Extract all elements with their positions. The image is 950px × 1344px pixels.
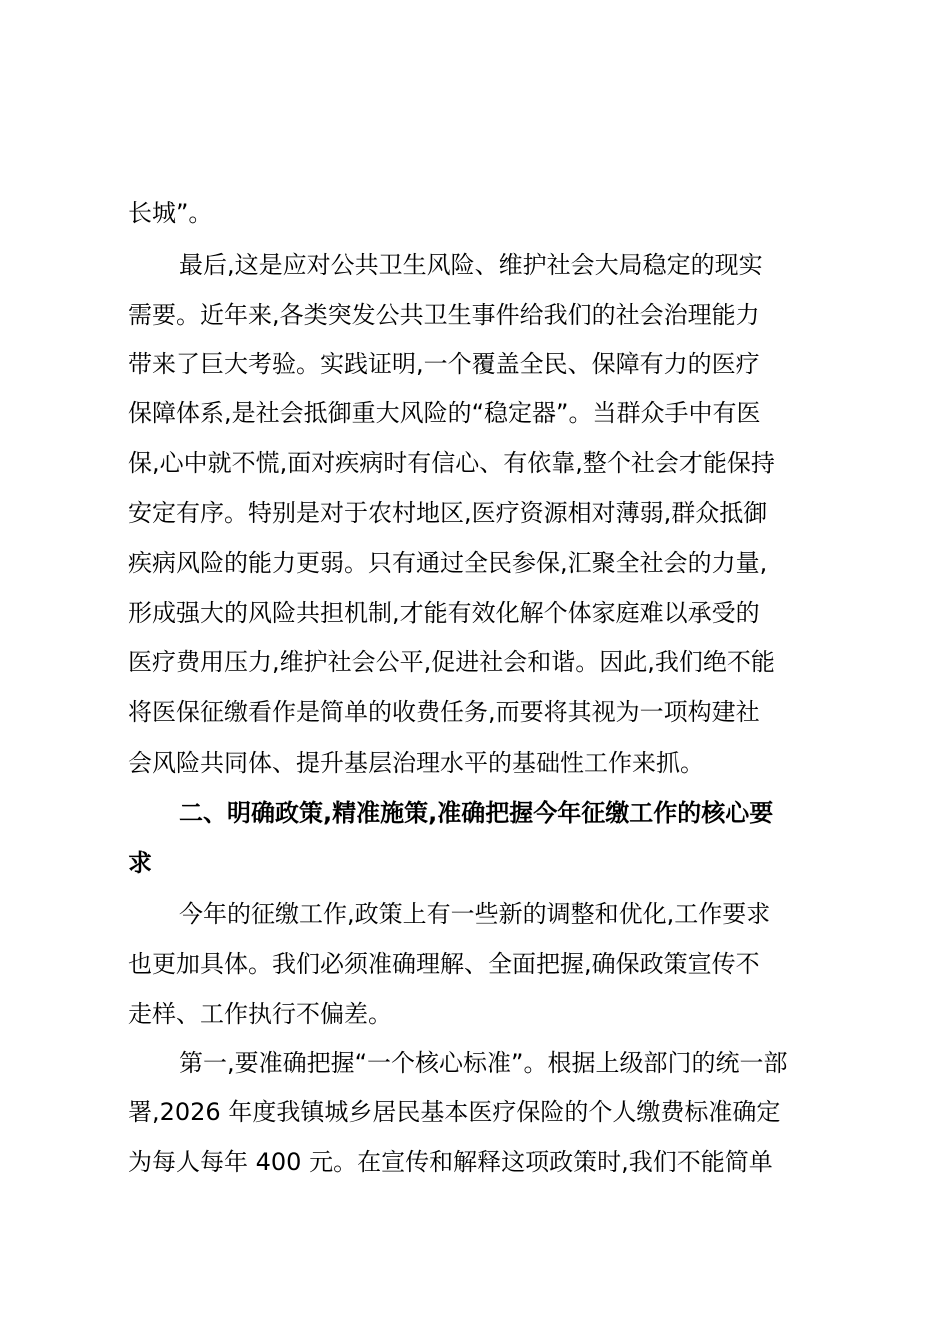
text-line: 需要。近年来,各类突发公共卫生事件给我们的社会治理能力 xyxy=(128,301,760,329)
text-line: 也更加具体。我们必须准确理解、全面把握,确保政策宣传不 xyxy=(128,950,760,978)
text-line: 为每人每年 400 元。在宣传和解释这项政策时,我们不能简单 xyxy=(128,1148,773,1176)
text-line: 走样、工作执行不偏差。 xyxy=(128,1000,392,1028)
section-heading-continuation: 求 xyxy=(128,849,152,877)
text-line: 形成强大的风险共担机制,才能有效化解个体家庭难以承受的 xyxy=(128,599,760,627)
text-line: 医疗费用压力,维护社会公平,促进社会和谐。因此,我们绝不能 xyxy=(128,648,775,676)
text-line: 署,2026 年度我镇城乡居民基本医疗保险的个人缴费标准确定 xyxy=(128,1098,781,1126)
text-line: 安定有序。特别是对于农村地区,医疗资源相对薄弱,群众抵御 xyxy=(128,499,768,527)
section-heading: 二、明确政策,精准施策,准确把握今年征缴工作的核心要 xyxy=(179,799,774,827)
text-line: 保,心中就不慌,面对疾病时有信心、有依靠,整个社会才能保持 xyxy=(128,449,775,477)
text-line: 保障体系,是社会抵御重大风险的“稳定器”。当群众手中有医 xyxy=(128,399,761,427)
paragraph-start: 第一,要准确把握“一个核心标准”。根据上级部门的统一部 xyxy=(179,1049,788,1077)
text-line: 会风险共同体、提升基层治理水平的基础性工作来抓。 xyxy=(128,749,704,777)
paragraph-start: 最后,这是应对公共卫生风险、维护社会大局稳定的现实 xyxy=(179,251,763,279)
text-line: 疾病风险的能力更弱。只有通过全民参保,汇聚全社会的力量, xyxy=(128,549,768,577)
paragraph-start: 今年的征缴工作,政策上有一些新的调整和优化,工作要求 xyxy=(179,900,771,928)
text-line: 带来了巨大考验。实践证明,一个覆盖全民、保障有力的医疗 xyxy=(128,350,760,378)
text-line: 将医保征缴看作是简单的收费任务,而要将其视为一项构建社 xyxy=(128,698,760,726)
text-line: 长城”。 xyxy=(128,199,213,227)
